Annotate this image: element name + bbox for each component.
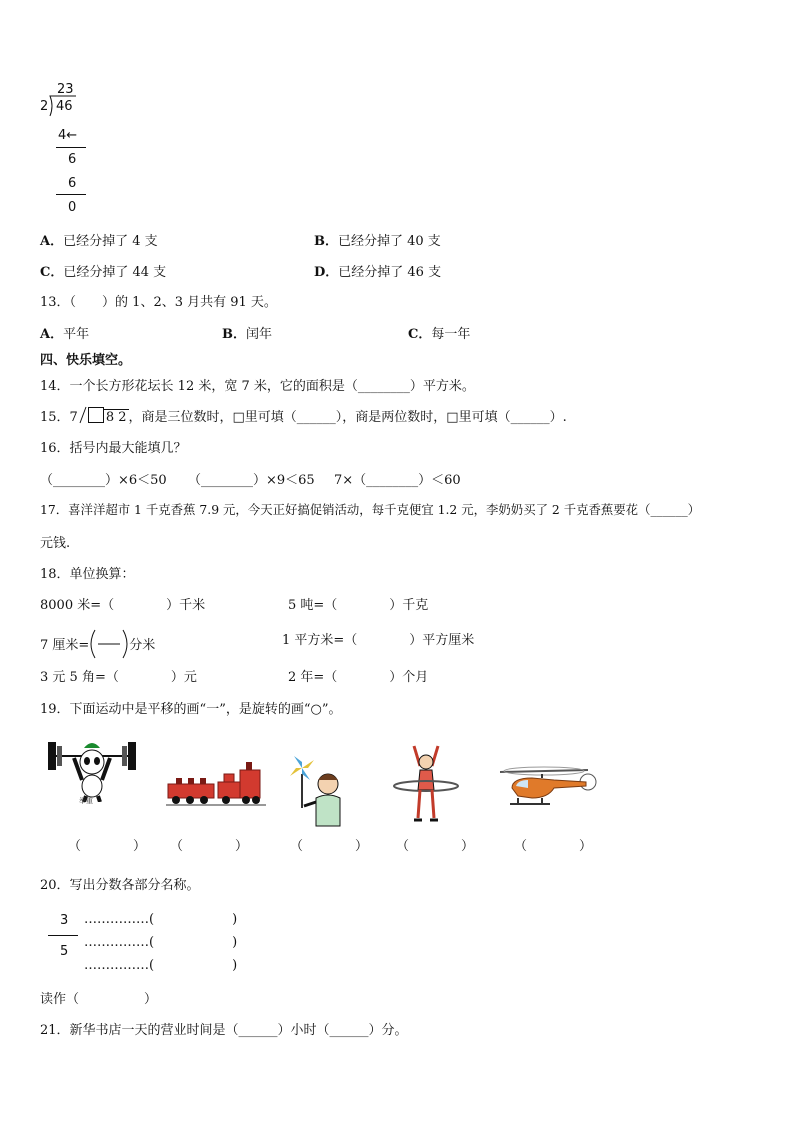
q13-option-a[interactable]: A．平年 — [40, 327, 90, 342]
division-quotient: 23 — [57, 82, 74, 97]
q16-stem: 16．括号内最大能填几？ — [40, 441, 187, 456]
q13-stem: 13．（ ）的 1、2、3 月共有 91 天。 — [40, 295, 277, 310]
q18-r2a[interactable]: 7 厘米= 分米 — [40, 629, 155, 659]
division-rule-2 — [56, 194, 86, 195]
q12-option-b[interactable]: B．已经分掉了 40 支 — [314, 234, 441, 249]
q19-blank-4[interactable]: （ ） — [396, 839, 475, 854]
train-image — [166, 760, 266, 808]
division-remainder: 0 — [68, 200, 77, 215]
q19-blank-3[interactable]: （ ） — [290, 839, 369, 854]
q19-blank-1[interactable]: （ ） — [68, 839, 147, 854]
q14-text: 14．一个长方形花坛长 12 米，宽 7 米，它的面积是（________）平方米。 — [40, 379, 475, 394]
q16-item-1[interactable]: （________）×6＜50 — [40, 473, 167, 488]
q12-option-c[interactable]: C．已经分掉了 44 支 — [40, 265, 167, 280]
helicopter-image — [498, 762, 600, 818]
q20-line-2[interactable]: ……………( ) — [84, 935, 238, 950]
q12-option-a[interactable]: A．已经分掉了 4 支 — [40, 234, 158, 249]
division-slash-icon — [78, 406, 88, 424]
q17-line2: 元钱. — [40, 536, 71, 551]
q18-r1a[interactable]: 8000 米=（ ）千米 — [40, 598, 206, 613]
q16-item-3[interactable]: 7×（________）＜60 — [334, 473, 461, 488]
q19-blank-5[interactable]: （ ） — [514, 839, 593, 854]
q15-text: 15．7 8 2 ，商是三位数时，□里可填（______），商是两位数时，□里可填（______）. — [40, 406, 567, 425]
division-divisor: 2 — [40, 99, 49, 114]
division-step3: 6 — [68, 176, 77, 191]
section-heading: 四、快乐填空。 — [40, 353, 132, 368]
digit-box[interactable] — [88, 407, 104, 423]
q19-stem: 19．下面运动中是平移的画“一”，是旋转的画“○”。 — [40, 702, 342, 717]
fraction-blank — [89, 629, 129, 659]
q19-blank-2[interactable]: （ ） — [170, 839, 249, 854]
pinwheel-child-image — [288, 748, 354, 828]
hula-hoop-girl-image — [390, 742, 462, 824]
division-rule-1 — [56, 147, 86, 148]
image-caption: 举重 — [79, 797, 93, 805]
q18-r3a[interactable]: 3 元 5 角=（ ）元 — [40, 670, 197, 685]
q18-r2b[interactable]: 1 平方米=（ ）平方厘米 — [282, 633, 475, 648]
left-arrow-icon: ← — [66, 128, 78, 143]
division-step2: 6 — [68, 152, 77, 167]
q18-r1b[interactable]: 5 吨=（ ）千克 — [288, 598, 429, 613]
q18-stem: 18．单位换算： — [40, 567, 135, 582]
q20-stem: 20．写出分数各部分名称。 — [40, 878, 200, 893]
fraction-denominator: 5 — [60, 944, 69, 959]
division-dividend: 46 — [56, 99, 73, 114]
q16-item-2[interactable]: （________）×9＜65 — [188, 473, 315, 488]
fraction-numerator: 3 — [60, 913, 69, 928]
q13-option-c[interactable]: C．每一年 — [408, 327, 471, 342]
q12-option-d[interactable]: D．已经分掉了 46 支 — [314, 265, 442, 280]
q20-read[interactable]: 读作（ ） — [40, 992, 158, 1007]
q20-line-3[interactable]: ……………( ) — [84, 958, 238, 973]
fraction-bar — [48, 935, 78, 936]
division-step1: 4← — [58, 128, 78, 143]
q17-line1: 17．喜洋洋超市 1 千克香蕉 7.9 元，今天正好搞促销活动，每千克便宜 1.2 元，李奶奶买了 2 千克香蕉要花（______） — [40, 502, 701, 517]
q20-line-1[interactable]: ……………( ) — [84, 912, 238, 927]
weightlifting-panda-image — [44, 736, 140, 802]
q13-option-b[interactable]: B．闰年 — [222, 327, 273, 342]
q18-r3b[interactable]: 2 年=（ ）个月 — [288, 670, 429, 685]
q21-text: 21．新华书店一天的营业时间是（______）小时（______）分。 — [40, 1023, 408, 1038]
